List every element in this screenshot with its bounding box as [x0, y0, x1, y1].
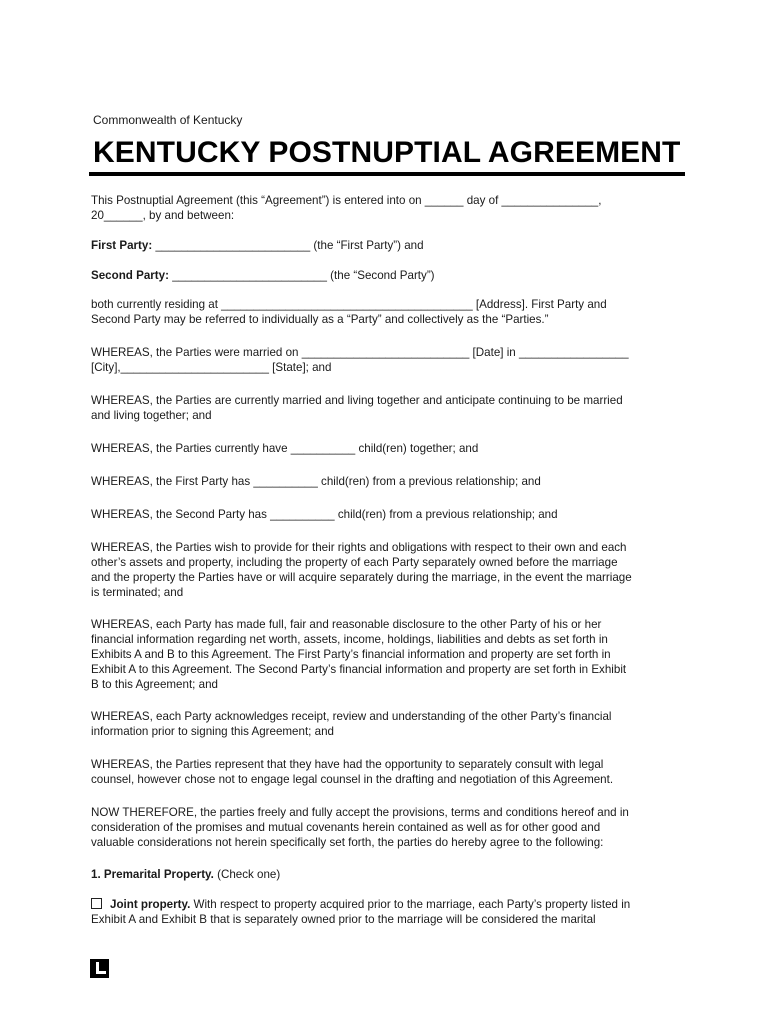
whereas-receipt-paragraph [91, 709, 685, 739]
section-1-heading [91, 867, 685, 882]
text-line: Exhibit A and Exhibit B that is separately owned prior to the marriage will be considered the marital [91, 913, 596, 926]
text-line: and living together; and [91, 409, 212, 422]
first-party-label: First Party: [91, 239, 153, 252]
text-line: valuable considerations not herein specifically set forth, the parties do hereby agree to the following: [91, 836, 604, 849]
joint-property-label: Joint property. [110, 898, 191, 911]
text-line: other’s assets and property, including the property of each Party separately owned before the marriage [91, 556, 618, 569]
residing-paragraph [91, 297, 685, 327]
second-party-label: Second Party: [91, 269, 169, 282]
text-line: financial information regarding net worth, assets, income, holdings, liabilities and debts as set forth in [91, 633, 608, 646]
text-line: 20______, by and between: [91, 209, 235, 222]
second-party-blank: ________________________ (the “Second Party”) [168, 269, 435, 282]
text-line: Second Party may be referred to individually as a “Party” and collectively as the “Parties.” [91, 313, 549, 326]
title-underline [89, 172, 685, 176]
text-line: WHEREAS, each Party acknowledges receipt, review and understanding of the other Party’s financial [91, 710, 612, 723]
text-line: [City],_______________________ [State]; and [91, 361, 332, 374]
text-line: WHEREAS, the Parties were married on __________________________ [Date] in _________________ [91, 346, 629, 359]
text-line: Exhibit A to this Agreement. The Second Party’s financial information and property are set forth in Exhibit [91, 663, 627, 676]
whereas-children-paragraph: WHEREAS, the Parties currently have __________ child(ren) together; and [91, 442, 479, 455]
text-line: WHEREAS, the Parties represent that they have had the opportunity to separately consult with legal [91, 758, 604, 771]
section-1-note: (Check one) [213, 868, 281, 881]
text-line: information prior to signing this Agreement; and [91, 725, 334, 738]
first-party-line [91, 238, 685, 253]
text-line: NOW THEREFORE, the parties freely and fully accept the provisions, terms and conditions hereof and in [91, 806, 629, 819]
text-line: WHEREAS, the Parties are currently married and living together and anticipate continuing to be married [91, 394, 623, 407]
joint-property-text: With respect to property acquired prior to the marriage, each Party’s property listed in [190, 898, 631, 911]
text-line [91, 897, 685, 912]
text-line: and the property the Parties have or will acquire separately during the marriage, in the event the marriage [91, 571, 632, 584]
state-label: Commonwealth of Kentucky [93, 113, 243, 127]
joint-property-checkbox[interactable] [91, 898, 102, 909]
text-line: B to this Agreement; and [91, 678, 218, 691]
text-line: counsel, however chose not to engage legal counsel in the drafting and negotiation of this Agreement. [91, 773, 614, 786]
whereas-living-paragraph [91, 393, 685, 423]
document-logo-icon [90, 959, 109, 978]
whereas-disclosure-paragraph [91, 617, 685, 692]
whereas-married-paragraph [91, 345, 685, 375]
text-line: is terminated; and [91, 586, 184, 599]
text-line: both currently residing at _______________________________________ [Address]. First Party and [91, 298, 607, 311]
text-line: This Postnuptial Agreement (this “Agreement”) is entered into on ______ day of _______________, [91, 194, 602, 207]
joint-property-paragraph [91, 897, 685, 927]
whereas-rights-paragraph [91, 540, 685, 600]
second-party-line [91, 268, 685, 283]
whereas-counsel-paragraph [91, 757, 685, 787]
text-line: Exhibits A and B to this Agreement. The First Party’s financial information and property are set forth in [91, 648, 611, 661]
text-line: consideration of the promises and mutual covenants herein contained as well as for other good and [91, 821, 601, 834]
intro-paragraph [91, 193, 685, 223]
section-1-label: 1. Premarital Property. [91, 868, 214, 881]
whereas-first-children-paragraph: WHEREAS, the First Party has __________ child(ren) from a previous relationship; and [91, 475, 541, 488]
whereas-second-children-paragraph: WHEREAS, the Second Party has __________ child(ren) from a previous relationship; and [91, 508, 558, 521]
document-title: KENTUCKY POSTNUPTIAL AGREEMENT [93, 136, 681, 169]
first-party-blank: ________________________ (the “First Party”) and [152, 239, 424, 252]
text-line: WHEREAS, the Parties wish to provide for their rights and obligations with respect to their own and each [91, 541, 627, 554]
now-therefore-paragraph [91, 805, 685, 850]
text-line: WHEREAS, each Party has made full, fair and reasonable disclosure to the other Party of his or her [91, 618, 602, 631]
